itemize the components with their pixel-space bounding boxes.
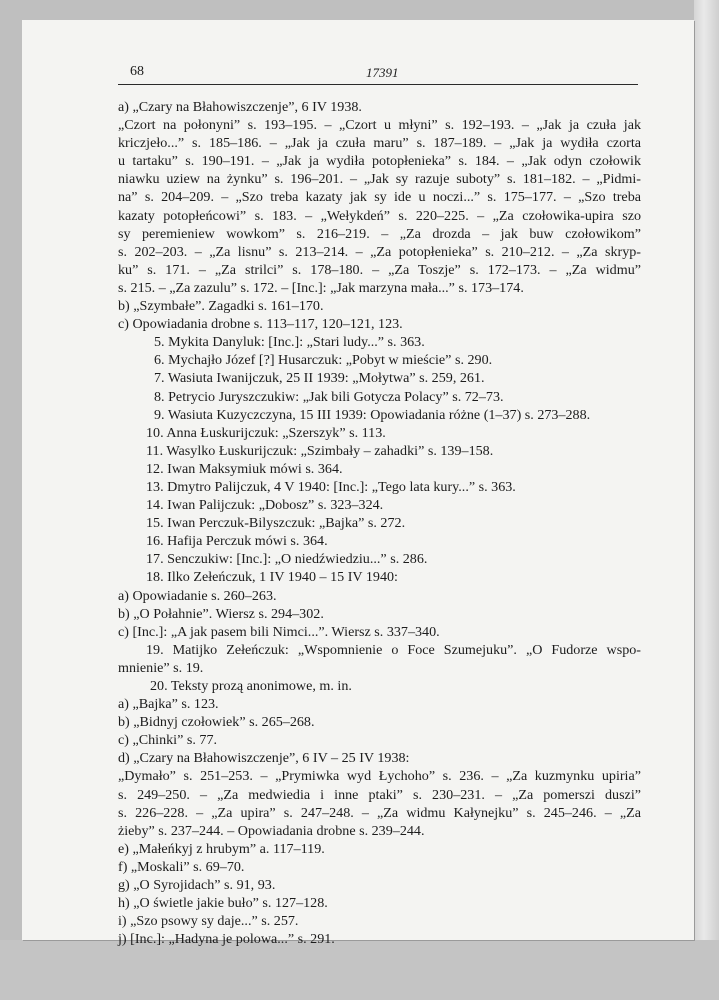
text-line: na” s. 204–209. – „Szo treba kazaty jak sy ide u noczi...” s. 175–177. – „Szo treba: [118, 189, 641, 206]
text-line: 10. Anna Łuskurijczuk: „Szerszyk” s. 113.: [146, 424, 386, 441]
text-line: 20. Teksty prozą anonimowe, m. in.: [150, 678, 352, 694]
text-line: „Czort na połonyni” s. 193–195. – „Czort u młyni” s. 192–193. – „Jak ja czuła jak: [118, 117, 641, 134]
text-line: s. 226–228. – „Za upira” s. 247–248. – „Za widmu Kałynejku” s. 245–246. – „Za: [118, 804, 641, 821]
scan-background: [0, 940, 719, 1000]
text-line: „Dymało” s. 251–253. – „Prymiwka wyd Łychoho” s. 236. – „Za kuzmynku upiria”: [118, 768, 641, 785]
text-line: s. 202–203. – „Za lisnu” s. 213–214. – „Za potopłenieka” s. 210–212. – „Za skryp-: [118, 243, 641, 260]
text-line: e) „Małeńkyj z hrubym” a. 117–119.: [118, 840, 325, 857]
text-line: 11. Wasylko Łuskurijczuk: „Szimbały – zahadki” s. 139–158.: [146, 442, 494, 459]
text-line: h) „O świetle jakie buło” s. 127–128.: [118, 895, 328, 912]
text-line: ku” s. 171. – „Za strilci” s. 178–180. – „Za Toszje” s. 172–173. – „Za widmu”: [118, 261, 641, 278]
text-line: mnienie” s. 19.: [118, 659, 204, 676]
text-line: c) [Inc.]: „A jak pasem bili Nimci...”. Wiersz s. 337–340.: [118, 623, 440, 640]
text-line: 16. Hafija Perczuk mówi s. 364.: [146, 533, 328, 550]
text-line: niawku uziew na żynku” s. 196–201. – „Jak sy razuje suboty” s. 181–182. – „Pidmi-: [118, 171, 641, 188]
text-line: 17. Senczukiw: [Inc.]: „O niedźwiedziu...” s. 286.: [146, 551, 428, 568]
text-line: u tartaku” s. 190–191. – „Jak ja wydiła potopłenieka” s. 184. – „Jak odyn czołowik: [118, 153, 641, 170]
text-line: 14. Iwan Palijczuk: „Dobosz” s. 323–324.: [146, 497, 384, 514]
text-line: 19. Matijko Zełeńczuk: „Wspomnienie o Foce Szumejuku”. „O Fudorze wspo-: [146, 641, 641, 658]
page-number: 68: [130, 64, 144, 79]
text-line: a) Opowiadanie s. 260–263.: [118, 587, 277, 604]
text-line: a) „Bajka” s. 123.: [118, 696, 219, 713]
text-line: f) „Moskali” s. 69–70.: [118, 858, 245, 875]
text-line: 8. Petrycio Juryszczukiw: „Jak bili Gotycza Polacy” s. 72–73.: [154, 388, 504, 405]
text-line: j) [Inc.]: „Hadyna je polowa...” s. 291.: [118, 931, 335, 948]
text-line: s. 249–250. – „Za medwiedia i inne ptaki” s. 230–231. – „Za pomerszi duszi”: [118, 786, 641, 803]
text-line: b) „Bidnyj czołowiek” s. 265–268.: [118, 714, 315, 731]
catalog-number: 17391: [366, 65, 399, 80]
text-line: 9. Wasiuta Kuzyczczyna, 15 III 1939: Opowiadania różne (1–37) s. 273–288.: [154, 406, 591, 423]
text-line: d) „Czary na Błahowiszczenje”, 6 IV – 25 IV 1938:: [118, 750, 410, 767]
page-body-text: [118, 98, 641, 948]
text-line: s. 215. – „Za zazulu” s. 172. – [Inc.]: „Jak marzyna mała...” s. 173–174.: [118, 279, 524, 296]
text-line: 12. Iwan Maksymiuk mówi s. 364.: [146, 460, 343, 477]
text-line: b) „O Połahnie”. Wiersz s. 294–302.: [118, 605, 324, 622]
book-spine-edge: [694, 0, 719, 1000]
page-header: [118, 64, 638, 85]
text-line: kazaty potopłeńcowi” s. 183. – „Wełykdeń” s. 220–225. – „Za czołowika-upira szo: [118, 207, 641, 224]
text-line: 5. Mykita Danyluk: [Inc.]: „Stari ludy...” s. 363.: [154, 334, 425, 351]
text-line: i) „Szo psowy sy daje...” s. 257.: [118, 913, 299, 930]
text-line: c) „Chinki” s. 77.: [118, 732, 218, 749]
text-line: a) „Czary na Błahowiszczenje”, 6 IV 1938.: [118, 99, 362, 115]
text-line: b) „Szymbałe”. Zagadki s. 161–170.: [118, 298, 324, 315]
text-line: kriczjeło...” s. 185–186. – „Jak ja czuła maru” s. 187–189. – „Jak ja wydiła czorta: [118, 135, 641, 152]
text-line: 18. Ilko Zełeńczuk, 1 IV 1940 – 15 IV 1940:: [146, 569, 398, 586]
text-line: sy peremieniew wowkom” s. 216–219. – „Za drozda – jak buw czołowikom”: [118, 225, 641, 242]
text-line: c) Opowiadania drobne s. 113–117, 120–121, 123.: [118, 316, 403, 333]
text-line: g) „O Syrojidach” s. 91, 93.: [118, 877, 276, 894]
text-line: 6. Mychajło Józef [?] Husarczuk: „Pobyt w mieście” s. 290.: [154, 352, 493, 369]
text-line: 13. Dmytro Palijczuk, 4 V 1940: [Inc.]: „Tego lata kury...” s. 363.: [146, 478, 516, 495]
text-line: 15. Iwan Perczuk-Bilyszczuk: „Bajka” s. 272.: [146, 515, 406, 532]
text-line: żieby” s. 237–244. – Opowiadania drobne s. 239–244.: [118, 822, 425, 839]
text-line: 7. Wasiuta Iwanijczuk, 25 II 1939: „Mołytwa” s. 259, 261.: [154, 370, 485, 387]
